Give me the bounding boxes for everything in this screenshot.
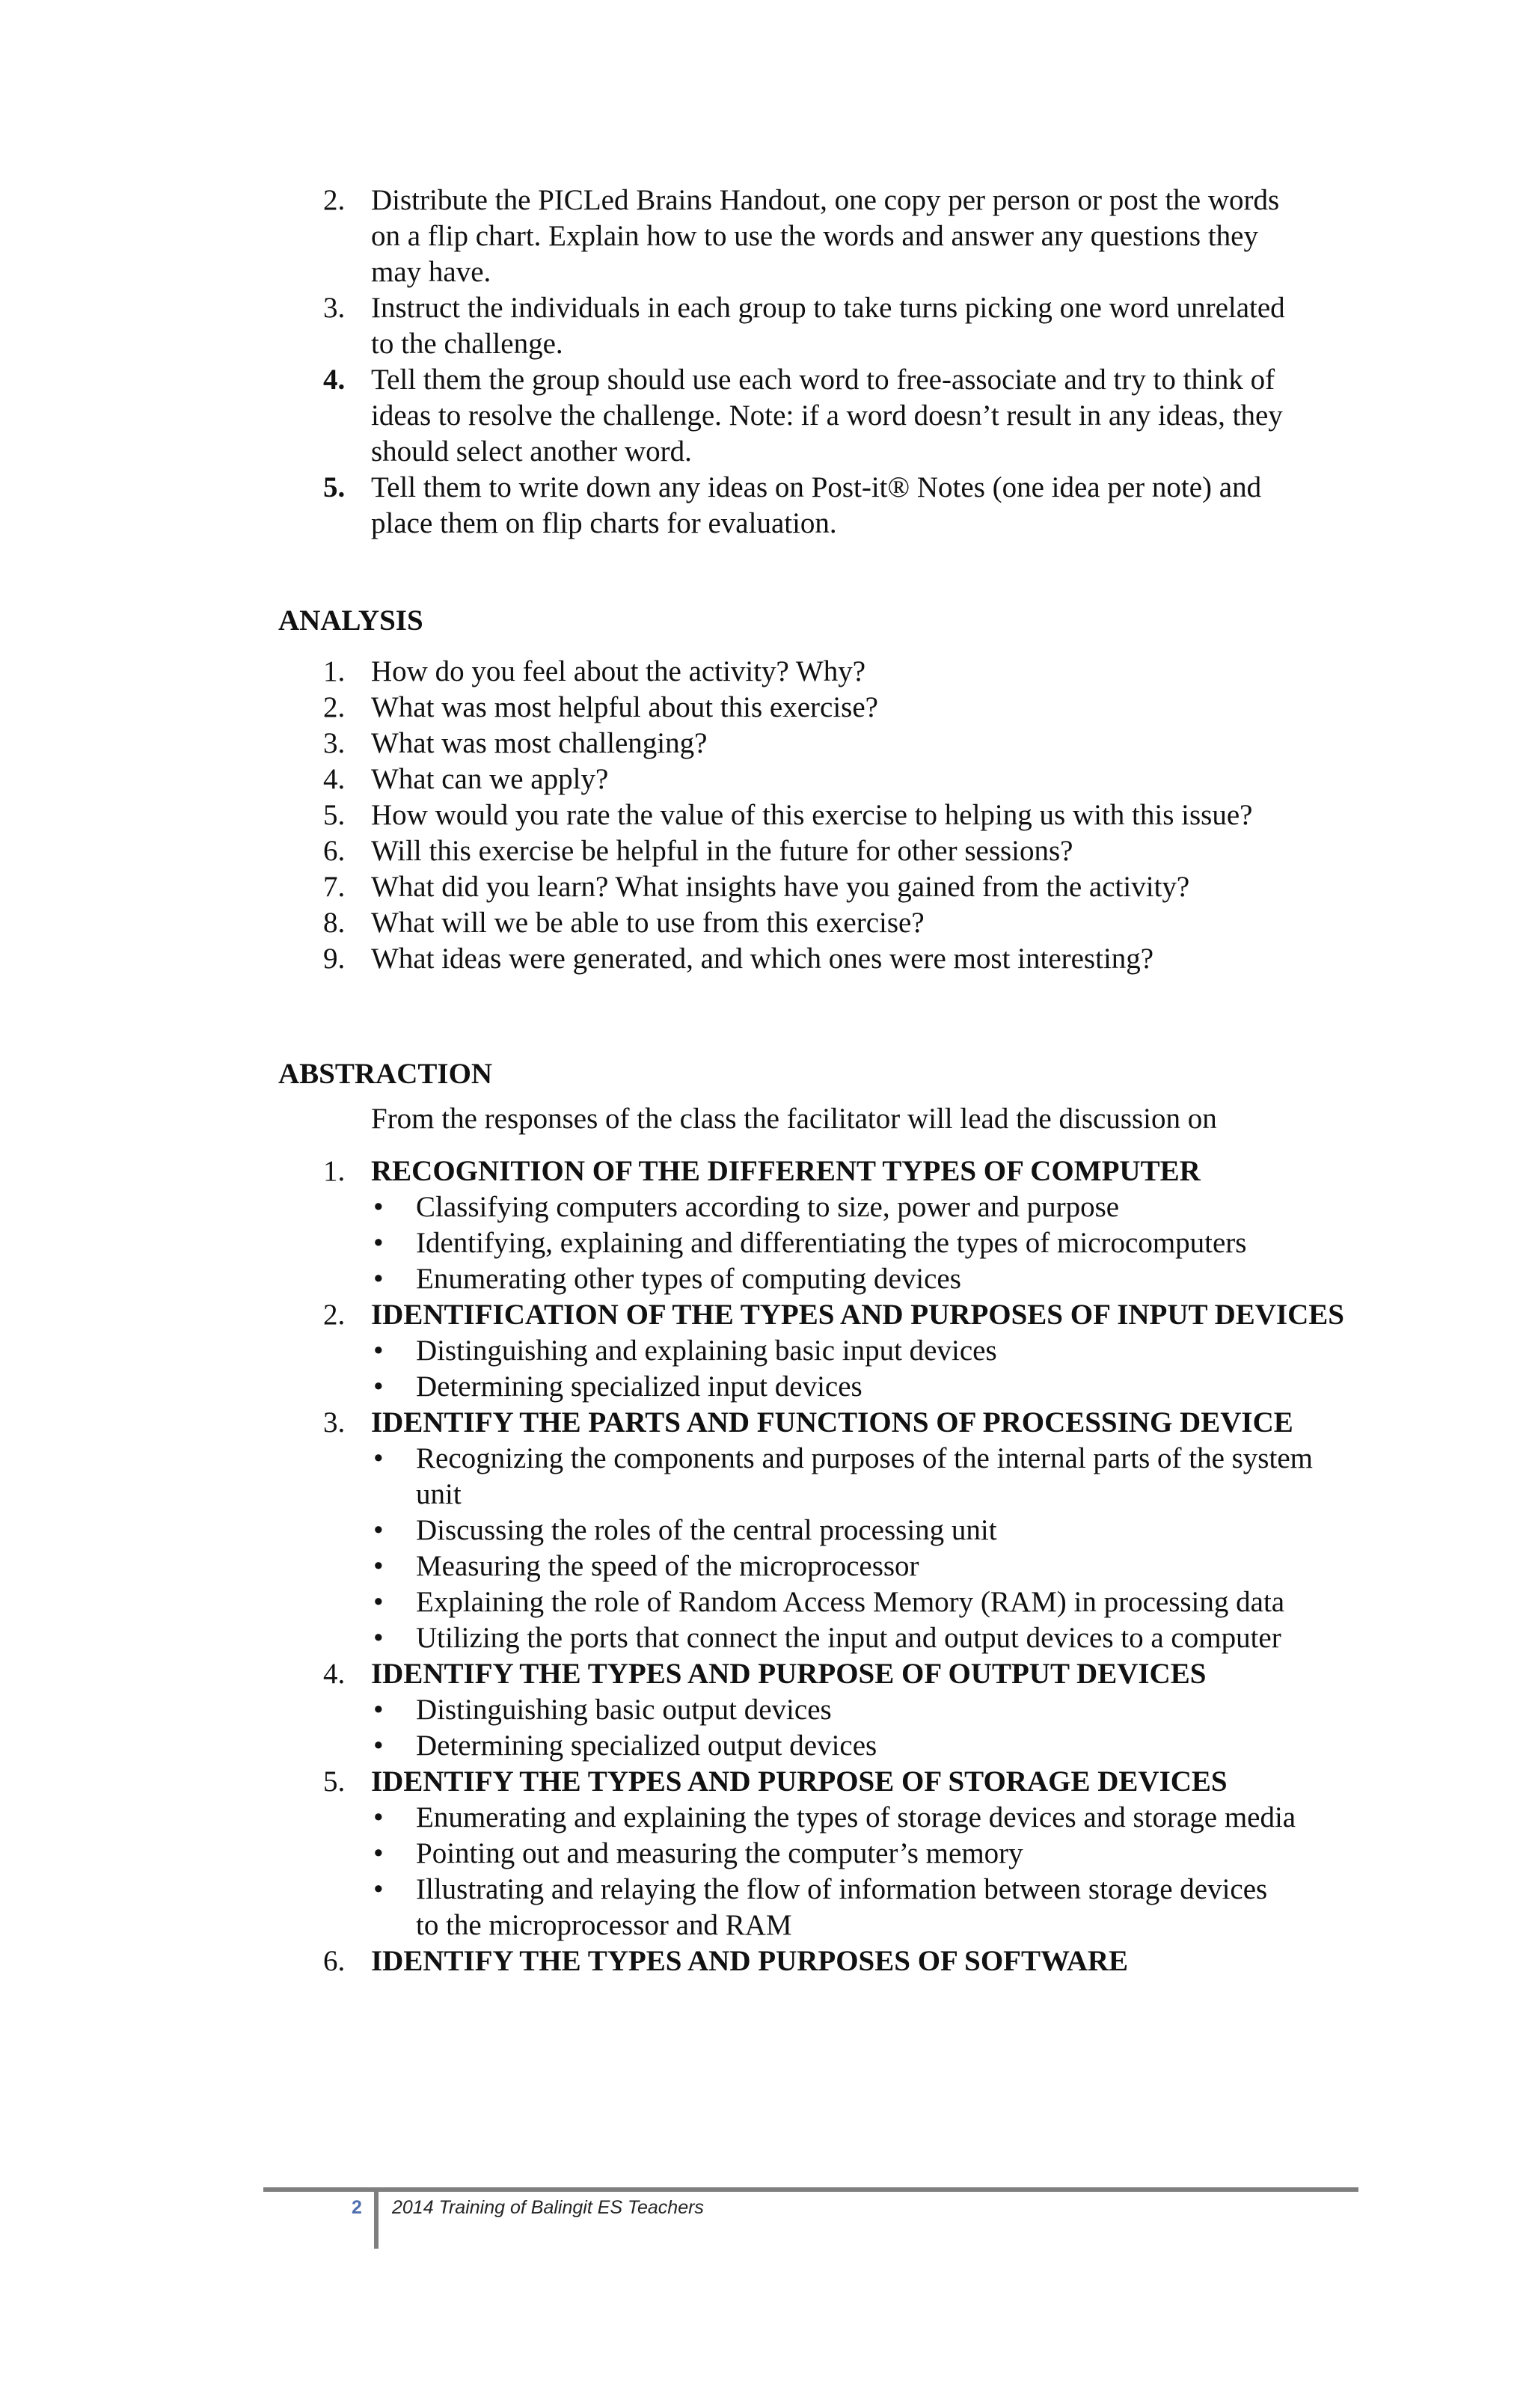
topic-item [323, 1297, 1348, 1405]
list-item [371, 1728, 1348, 1764]
list-item [323, 797, 1345, 833]
topic-title: IDENTIFY THE TYPES AND PURPOSE OF STORAGE DEVICES [371, 1765, 1228, 1798]
list-item [371, 1620, 1348, 1656]
bullet-text: Distinguishing basic output devices [416, 1694, 832, 1726]
question-text: What was most helpful about this exercise? [371, 691, 878, 723]
topic-item [323, 1764, 1348, 1943]
question-text: How do you feel about the activity? Why? [371, 655, 866, 687]
analysis-heading: ANALYSIS [278, 604, 423, 637]
question-text: How would you rate the value of this exercise to helping us with this issue? [371, 799, 1253, 831]
bullet-icon: • [373, 1586, 384, 1618]
bullet-icon: • [373, 1263, 384, 1295]
bullet-text: Discussing the roles of the central processing unit [416, 1514, 997, 1546]
list-item [323, 869, 1345, 905]
footer-title: 2014 Training of Balingit ES Teachers [392, 2197, 704, 2218]
bullet-text: Enumerating and explaining the types of storage devices and storage media [416, 1801, 1296, 1833]
question-number: 5. [323, 799, 346, 831]
bullet-text: Explaining the role of Random Access Memory (RAM) in processing data [416, 1586, 1285, 1618]
question-text: Will this exercise be helpful in the future for other sessions? [371, 835, 1073, 867]
question-text: What can we apply? [371, 763, 609, 795]
list-item [371, 1692, 1348, 1728]
question-number: 6. [323, 835, 346, 867]
list-item [323, 183, 1288, 290]
topic-number: 2. [323, 1299, 346, 1331]
topic-bullets [371, 1333, 1348, 1405]
list-item [323, 470, 1288, 542]
abstraction-heading: ABSTRACTION [278, 1058, 493, 1090]
bullet-icon: • [373, 1801, 384, 1833]
topic-number: 5. [323, 1765, 346, 1798]
bullet-icon: • [373, 1730, 384, 1762]
topic-title: RECOGNITION OF THE DIFFERENT TYPES OF COMPUTER [371, 1155, 1201, 1187]
question-text: What ideas were generated, and which ones were most interesting? [371, 943, 1154, 975]
list-item [323, 726, 1345, 762]
bullet-icon: • [373, 1694, 384, 1726]
question-number: 9. [323, 943, 346, 975]
bullet-text: Utilizing the ports that connect the input and output devices to a computer [416, 1622, 1281, 1654]
topic-item [323, 1405, 1348, 1656]
topic-bullets [371, 1189, 1348, 1297]
list-item [371, 1369, 1348, 1405]
list-item [323, 833, 1345, 869]
bullet-icon: • [373, 1873, 384, 1905]
list-item [371, 1441, 1348, 1513]
bullet-text: Determining specialized input devices [416, 1370, 862, 1403]
list-item [371, 1872, 1348, 1943]
step-number: 5. [323, 471, 346, 503]
bullet-text: Classifying computers according to size, power and purpose [416, 1191, 1120, 1223]
bullet-icon: • [373, 1191, 384, 1223]
bullet-text: Measuring the speed of the microprocessor [416, 1550, 919, 1582]
topic-bullets [371, 1441, 1348, 1656]
list-item [323, 905, 1345, 941]
bullet-text: Enumerating other types of computing devices [416, 1263, 961, 1295]
question-number: 2. [323, 691, 346, 723]
list-item [371, 1800, 1348, 1836]
list-item [371, 1513, 1348, 1548]
list-item [323, 762, 1345, 797]
list-item [371, 1261, 1348, 1297]
list-item [371, 1836, 1348, 1872]
step-text: Distribute the PICLed Brains Handout, one copy per person or post the words on a flip chart. Explain how to use the words and answer any questions they may have. [371, 184, 1280, 288]
list-item [323, 941, 1345, 977]
list-item [323, 362, 1288, 470]
topic-number: 6. [323, 1945, 346, 1977]
analysis-questions-list [323, 654, 1345, 977]
bullet-icon: • [373, 1837, 384, 1869]
step-text: Tell them the group should use each word to free-associate and try to think of ideas to resolve the challenge. Note: if a word doesn’t result in any ideas, they should select another word. [371, 364, 1283, 468]
topic-number: 4. [323, 1658, 346, 1690]
bullet-text: Illustrating and relaying the flow of information between storage devices to the microprocessor and RAM [416, 1873, 1268, 1941]
topic-title: IDENTIFY THE PARTS AND FUNCTIONS OF PROCESSING DEVICE [371, 1406, 1293, 1439]
abstraction-topics-list [323, 1154, 1348, 1979]
step-number: 4. [323, 364, 346, 396]
list-item [323, 690, 1345, 726]
topic-item [323, 1154, 1348, 1297]
list-item [371, 1548, 1348, 1584]
topic-item [323, 1656, 1348, 1764]
question-text: What did you learn? What insights have you gained from the activity? [371, 871, 1190, 903]
list-item [323, 654, 1345, 690]
topic-title: IDENTIFY THE TYPES AND PURPOSES OF SOFTWARE [371, 1945, 1129, 1977]
bullet-icon: • [373, 1514, 384, 1546]
question-text: What was most challenging? [371, 727, 708, 759]
bullet-icon: • [373, 1442, 384, 1474]
topic-item [323, 1943, 1348, 1979]
list-item [323, 290, 1288, 362]
question-text: What will we be able to use from this exercise? [371, 907, 925, 939]
bullet-icon: • [373, 1550, 384, 1582]
footer-divider [263, 2187, 1358, 2192]
question-number: 1. [323, 655, 346, 687]
page-number: 2 [352, 2197, 362, 2218]
bullet-icon: • [373, 1335, 384, 1367]
question-number: 3. [323, 727, 346, 759]
bullet-icon: • [373, 1622, 384, 1654]
step-number: 2. [323, 184, 346, 216]
topic-number: 1. [323, 1155, 346, 1187]
bullet-text: Distinguishing and explaining basic input devices [416, 1335, 997, 1367]
step-text: Tell them to write down any ideas on Post-it® Notes (one idea per note) and place them on flip charts for evaluation. [371, 471, 1262, 539]
step-number: 3. [323, 292, 346, 324]
bullet-icon: • [373, 1227, 384, 1259]
step-text: Instruct the individuals in each group to take turns picking one word unrelated to the challenge. [371, 292, 1285, 360]
footer-vertical-divider [374, 2187, 379, 2249]
bullet-text: Determining specialized output devices [416, 1730, 877, 1762]
list-item [371, 1189, 1348, 1225]
bullet-text: Recognizing the components and purposes of the internal parts of the system unit [416, 1442, 1313, 1510]
topic-bullets [371, 1800, 1348, 1943]
list-item [371, 1333, 1348, 1369]
question-number: 4. [323, 763, 346, 795]
list-item [371, 1225, 1348, 1261]
list-item [371, 1584, 1348, 1620]
procedure-steps-list [323, 183, 1288, 542]
bullet-text: Pointing out and measuring the computer’s memory [416, 1837, 1023, 1869]
bullet-text: Identifying, explaining and differentiating the types of microcomputers [416, 1227, 1247, 1259]
topic-number: 3. [323, 1406, 346, 1439]
question-number: 7. [323, 871, 346, 903]
question-number: 8. [323, 907, 346, 939]
topic-title: IDENTIFICATION OF THE TYPES AND PURPOSES OF INPUT DEVICES [371, 1299, 1344, 1331]
topic-bullets [371, 1692, 1348, 1764]
topic-title: IDENTIFY THE TYPES AND PURPOSE OF OUTPUT DEVICES [371, 1658, 1207, 1690]
abstraction-intro: From the responses of the class the facilitator will lead the discussion on [371, 1103, 1217, 1135]
bullet-icon: • [373, 1370, 384, 1403]
